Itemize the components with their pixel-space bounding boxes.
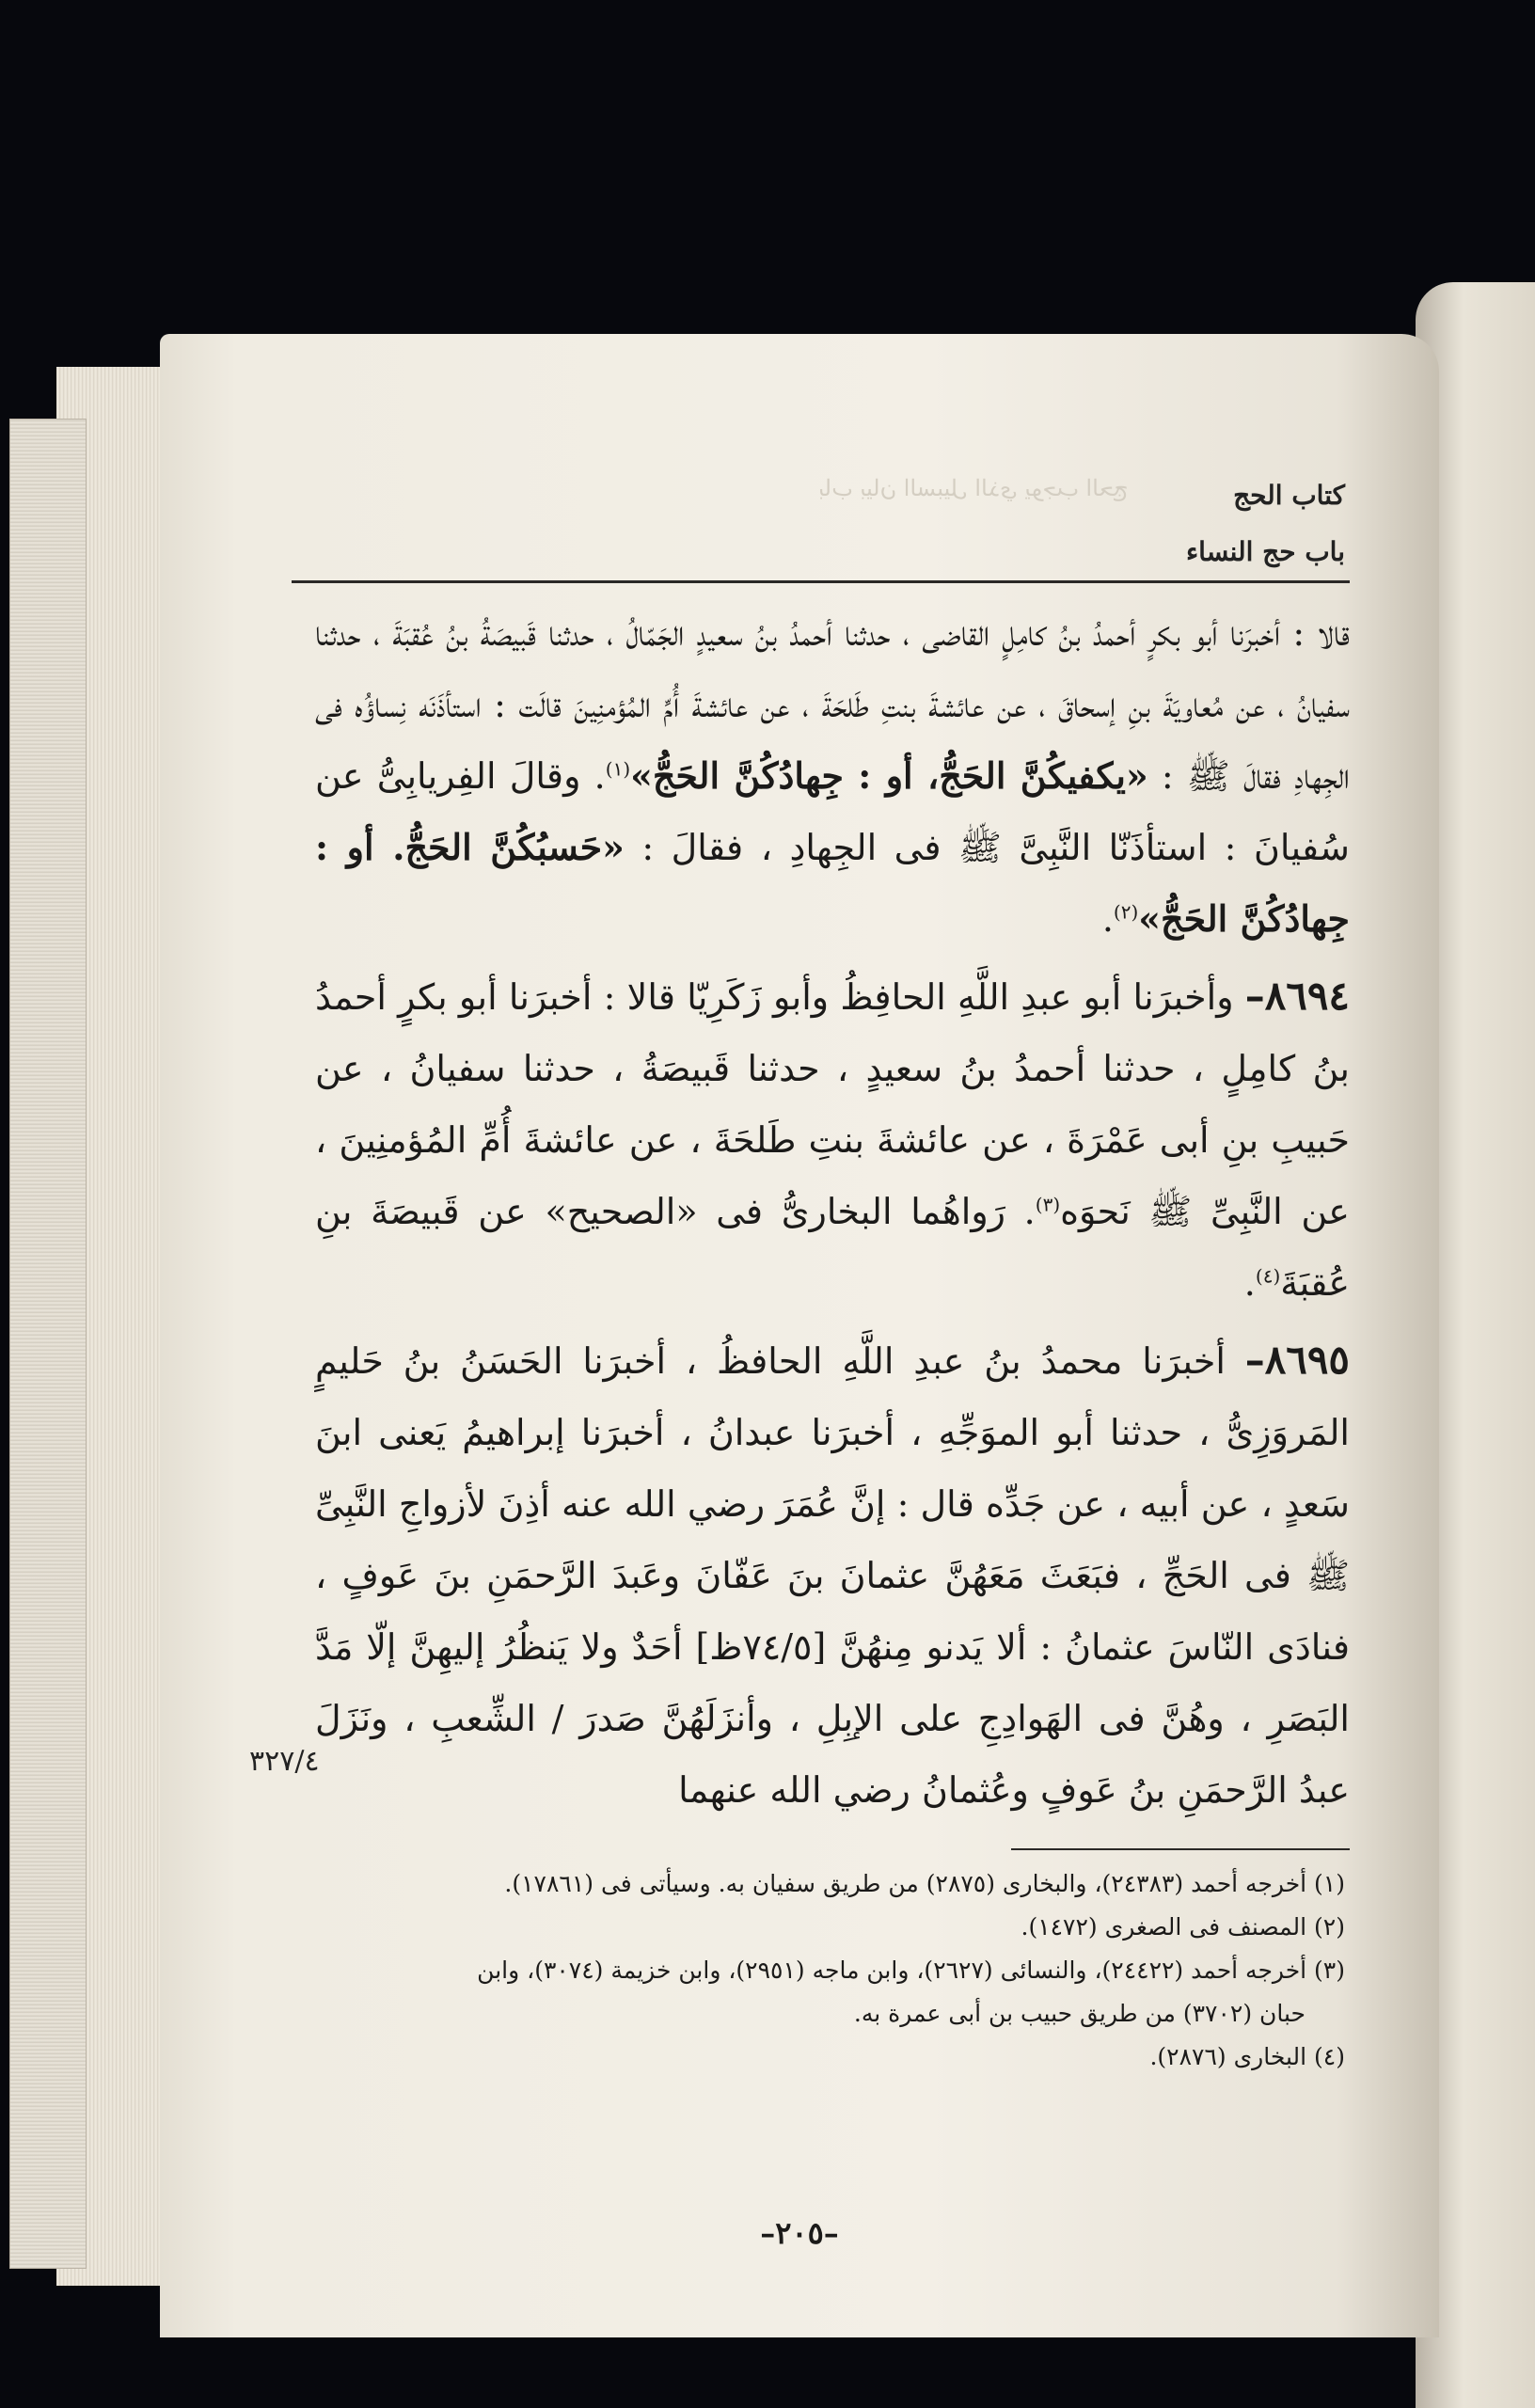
footnote-item: (٤) البخارى (٢٨٧٦). — [1149, 2043, 1345, 2070]
paragraph-text: أخبرَنا محمدُ بنُ عبدِ اللَّهِ الحافظُ ، أخبرَنا الحَسَنُ بنُ حَليمٍ المَروَزِىُّ ، حدثنا أبو الموَجِّهِ ، أخبرَنا عبدانُ ، أخبرَنا إبراهيمُ يَعنى ابنَ سَعدٍ ، عن أبيه ، عن جَدِّه قال : إنَّ عُمَرَ رضي الله عنه أذِنَ لأزواجِ النَّبِىِّ ﷺ فى الحَجِّ ، فبَعَثَ مَعَهُنَّ عثمانَ بنَ عَفّانَ وعَبدَ الرَّحمَنِ بنَ عَوفٍ ، فنادَى النّاسَ عثمانُ : ألا يَدنو مِنهُنَّ [٧٤/٥ظ] أحَدٌ ولا يَنظُرُ إليهِنَّ إلّا مَدَّ البَصَرِ ، وهُنَّ فى الهَوادِجِ على الإبِلِ ، وأنزَلَهُنَّ صَدرَ / الشِّعبِ ، ونَزَلَ عبدُ الرَّحمَنِ بنُ عَوفٍ وعُثمانُ رضي الله عنهما — [315, 1340, 1350, 1811]
paragraph-end: . — [1243, 1262, 1256, 1304]
hadith-quote: «يكفيكُنَّ الحَجُّ، أو : جِهادُكُنَّ الحَجُّ» — [630, 754, 1148, 797]
page-number: –٢٠٥– — [760, 2215, 839, 2251]
book-edge-pattern — [9, 419, 87, 2269]
footnote-continuation: حبان (٣٧٠٢) من طريق حبيب بن أبى عمرة به. — [853, 2000, 1306, 2027]
paragraph-3 — [315, 1324, 1350, 1826]
footnote-item: (٢) المصنف فى الصغرى (١٤٧٢). — [1021, 1913, 1345, 1941]
margin-reference: ٣٢٧/٤ — [249, 1745, 320, 1778]
main-text — [315, 597, 1350, 1831]
book-title: كتاب الحج — [1233, 480, 1345, 511]
paragraph-text: قالا : أخبرَنا أبو بكرٍ أحمدُ بنُ كامِلٍ القاضى ، حدثنا أحمدُ بنُ سعيدٍ الجَمّالُ ، حدثنا قَبيصَةُ بنُ عُقبَةَ ، حدثنا سفيانُ ، عن مُعاويَةَ بنِ إسحاقَ ، عن عائشةَ بنتِ طَلحَةَ ، عن عائشةَ أُمِّ المُؤمنِينَ قالَت : استأذَنَه نِساؤُه فى الجِهادِ فقالَ ﷺ : — [315, 612, 1350, 797]
footnote-divider — [1011, 1848, 1350, 1850]
paragraph-text: . وقالَ الفِريابِىُّ عن سُفيانَ : استأذَنّا النَّبِىَّ ﷺ فى الجِهادِ ، فقالَ : — [315, 755, 1350, 868]
hadith-number: ٨٦٩٥– — [1244, 1337, 1350, 1383]
footnote-item: (٣) أخرجه أحمد (٢٤٤٢٢)، والنسائى (٢٦٢٧)، وابن ماجه (٢٩٥١)، وابن خزيمة (٣٠٧٤)، وابن — [477, 1956, 1345, 1984]
header-divider — [292, 580, 1350, 583]
footnote-item: (١) أخرجه أحمد (٢٤٣٨٣)، والبخارى (٢٨٧٥) من طريق سفيان به. وسيأتى فى (١٧٨٦١). — [504, 1870, 1345, 1897]
paragraph-text: . رَواهُما البخارىُّ فى «الصحيح» عن قَبيصَةَ بنِ عُقبَةَ — [315, 1191, 1350, 1304]
paragraph-2 — [315, 960, 1350, 1319]
footnote-ref: (٤) — [1255, 1264, 1281, 1288]
paragraph-end: . — [1101, 898, 1114, 940]
footnote-ref: (١) — [605, 757, 631, 781]
paragraph-text: وأخبرَنا أبو عبدِ اللَّهِ الحافِظُ وأبو زَكَرِيّا قالا : أخبرَنا أبو بكرٍ أحمدُ بنُ كامِلٍ ، حدثنا أحمدُ بنُ سعيدٍ ، حدثنا قَبيصَةُ ، حدثنا سفيانُ ، عن حَبيبِ بنِ أبى عَمْرَةَ ، عن عائشةَ بنتِ طَلحَةَ ، عن عائشةَ أُمِّ المُؤمنِينَ ، عن النَّبِىِّ ﷺ نَحوَه — [315, 976, 1350, 1232]
hadith-quote: «حَسبُكُنَّ الحَجُّ. أو : جِهادُكُنَّ الحَجُّ» — [315, 826, 1350, 940]
footnote-ref: (٣) — [1035, 1193, 1061, 1216]
hadith-number: ٨٦٩٤– — [1244, 973, 1350, 1019]
bleed-through-text: باب بيان السبيل الذي يوجب الحج — [818, 475, 1129, 501]
paragraph-1 — [315, 597, 1350, 955]
book-page — [160, 334, 1439, 2337]
footnotes — [301, 1862, 1345, 2079]
chapter-title: باب حج النساء — [1186, 536, 1345, 567]
footnote-ref: (٢) — [1113, 900, 1139, 924]
